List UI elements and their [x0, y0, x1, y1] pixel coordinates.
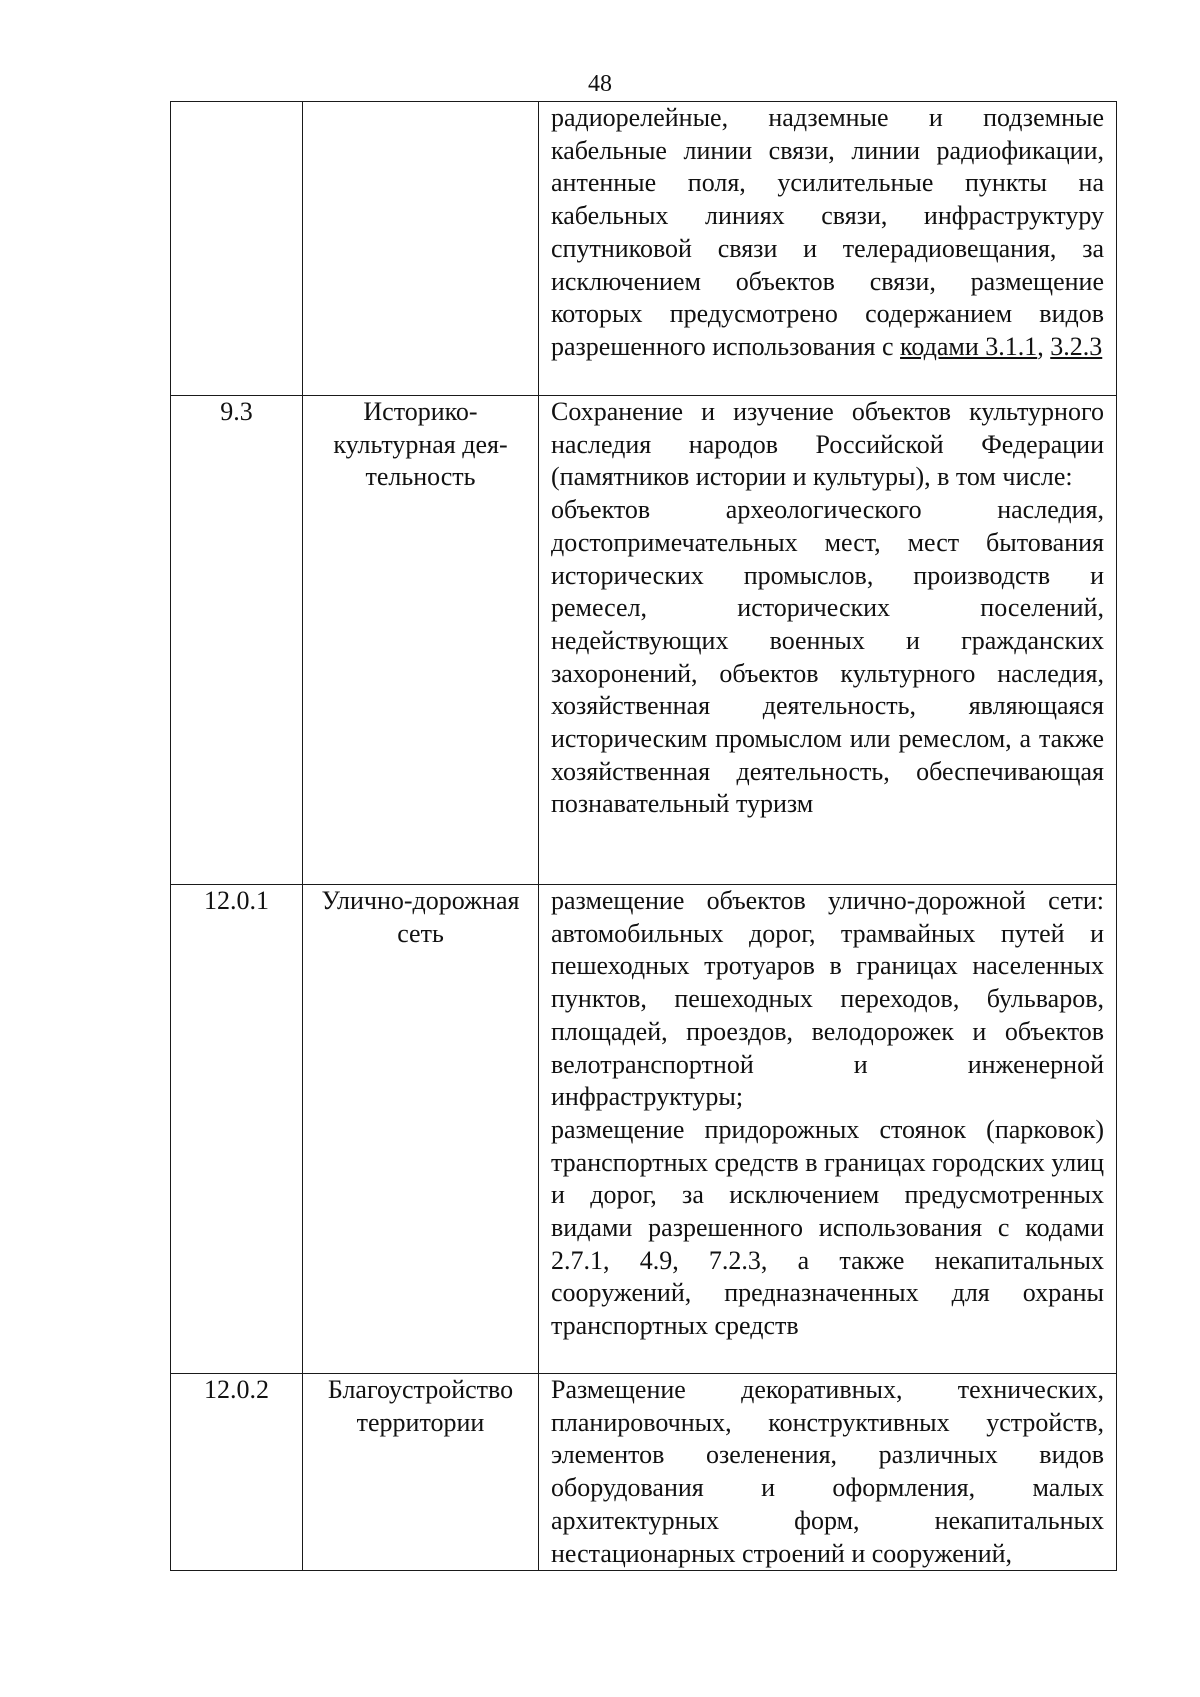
description-paragraph: объектов археологического наследия, достопримечательных мест, мест бытования исторических промыслов, производств и ремесел, исторических поселений, недействующих военных и гражданских захоронений, объектов культурного наследия, хозяйственная деятельность, являющаяся историческим промыслом или ремеслом, а также хозяйственная деятельность, обеспечивающая познавательный туризм	[551, 495, 1104, 819]
name-cell	[303, 102, 539, 396]
table-row	[171, 102, 1117, 396]
table-row	[171, 885, 1117, 1374]
table-row	[171, 1374, 1117, 1571]
name-cell: Благоустройство территории	[303, 1374, 539, 1571]
code-link[interactable]: кодами 3.1.1	[900, 331, 1038, 361]
code-cell: 12.0.1	[171, 885, 303, 1374]
description-paragraph: Сохранение и изучение объектов культурного наследия народов Российской Федерации (памятников истории и культуры), в том числе:	[551, 397, 1104, 492]
description-paragraph: Размещение декоративных, технических, планировочных, конструктивных устройств, элементов озеленения, различных видов оборудования и оформления, малых архитектурных форм, некапитальных нестационарных строений и сооружений,	[551, 1375, 1104, 1568]
code-cell: 12.0.2	[171, 1374, 303, 1571]
description-paragraph: размещение объектов улично-дорожной сети: автомобильных дорог, трамвайных путей и пешеходных тротуаров в границах населенных пунктов, пешеходных переходов, бульваров, площадей, проездов, велодорожек и объектов велотранспортной и инженерной инфраструктуры;	[551, 886, 1104, 1112]
description-cell	[539, 885, 1117, 1374]
table-row	[171, 396, 1117, 885]
land-use-table	[170, 101, 1117, 1571]
description-cell	[539, 102, 1117, 396]
description-cell	[539, 396, 1117, 885]
code-link[interactable]: 3.2.3	[1050, 331, 1103, 361]
name-cell: Улично-дорожная сеть	[303, 885, 539, 1374]
description-cell	[539, 1374, 1117, 1571]
code-cell	[171, 102, 303, 396]
code-cell: 9.3	[171, 396, 303, 885]
description-paragraph: радиорелейные, надземные и подземные кабельные линии связи, линии радиофикации, антенные поля, усилительные пункты на кабельных линиях связи, инфраструктуру спутниковой связи и телерадиовещания, за исключением объектов связи, размещение которых предусмотрено содержанием видов разрешенного использования с кодами 3.1.1, 3.2.3	[551, 103, 1104, 361]
description-paragraph: размещение придорожных стоянок (парковок) транспортных средств в границах городских улиц и дорог, за исключением предусмотренных видами разрешенного использования с кодами 2.7.1, 4.9, 7.2.3, а также некапитальных сооружений, предназначенных для охраны транспортных средств	[551, 1114, 1104, 1341]
name-cell: Историко-культурная дея-тельность	[303, 396, 539, 885]
page-number: 48	[588, 71, 612, 97]
